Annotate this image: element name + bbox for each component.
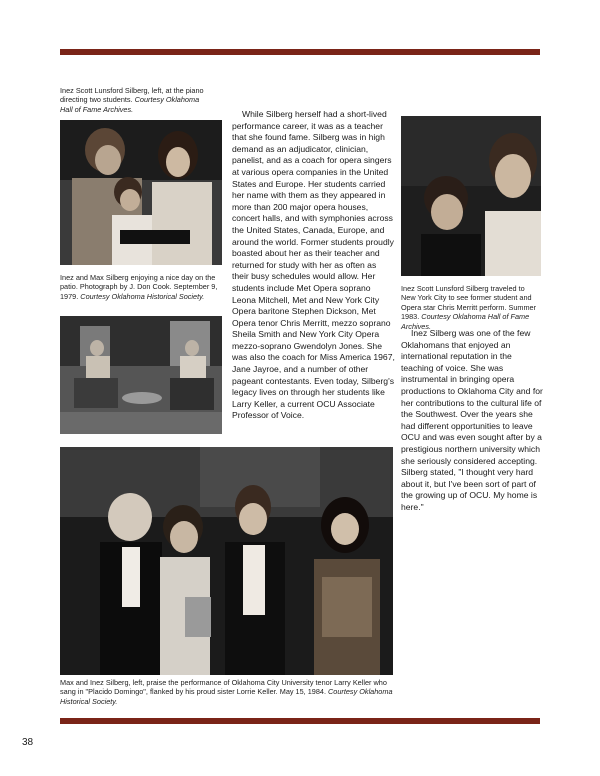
caption-patio-photo: Inez and Max Silberg enjoying a nice day on the patio. Photograph by J. Don Cook. September 9, 1979. Courtesy Oklahoma Historical Society.: [60, 273, 218, 301]
bottom-rule: [60, 718, 540, 724]
body-column-1: [232, 109, 395, 422]
body-paragraph-2: Inez Silberg was one of the few Oklahomans that enjoyed an international reputation in the teaching of voice. She was instrumental in bringing opera productions to Oklahoma City and for her contributions to the cultural life of the Southwest. Over the years she had different opportunities to leave OCU and was even sought after by a prestigious northern university which she seriously considered accepting. Silberg stated, "I thought very hard about it, but I've been sort of part of the growing up of OCU. My home is here.": [401, 328, 543, 512]
photo-group-keller: [60, 447, 393, 675]
photo-new-york: [401, 116, 541, 276]
page-number: 38: [22, 737, 34, 748]
body-paragraph-1: While Silberg herself had a short-lived performance career, it was as a teacher that she found fame. Silberg was in high demand as an adjudicator, clinician, panelist, and as a coach for opera singers at various opera companies in the United States and Europe. Her students carried her name with them as they appeared in more than 200 major opera houses, concert halls, and with symphonies across the United States, Canada, Europe, and around the world. Former students proudly boasted about her as their teacher and returned for study with her as often as their busy schedules would allow. Her students include Met Opera soprano Leona Mitchell, Met and New York City Opera baritone Stephen Dickson, Met Opera tenor Chris Merritt, mezzo soprano Sheila Smith and New York City Opera mezzo-soprano Gwendolyn Jones. She was also the coach for Miss America 1967, Jane Jayroe, and a number of other pageant contestants. Even today, Silberg's legacy lives on through her students like Larry Keller, a current OCU Associate Professor of Voice.: [232, 109, 395, 421]
top-rule: [60, 49, 540, 55]
caption-piano-photo: Inez Scott Lunsford Silberg, left, at the piano directing two students. Courtesy Oklahoma Hall of Fame Archives.: [60, 86, 204, 114]
photo-patio: [60, 316, 222, 434]
caption-new-york-photo: Inez Scott Lunsford Silberg traveled to New York City to see former student and Opera star Chris Merritt perform. Summer 1983. Courtesy Oklahoma Hall of Fame Archives.: [401, 284, 537, 331]
photo-piano-students: [60, 120, 222, 265]
caption-group-photo: Max and Inez Silberg, left, praise the performance of Oklahoma City University tenor Larry Keller who sang in "Placido Domingo", flanked by his proud sister Lorrie Keller. May 15, 1984. Courtesy Oklahoma Historical Society.: [60, 678, 393, 706]
body-column-2: [401, 328, 543, 514]
